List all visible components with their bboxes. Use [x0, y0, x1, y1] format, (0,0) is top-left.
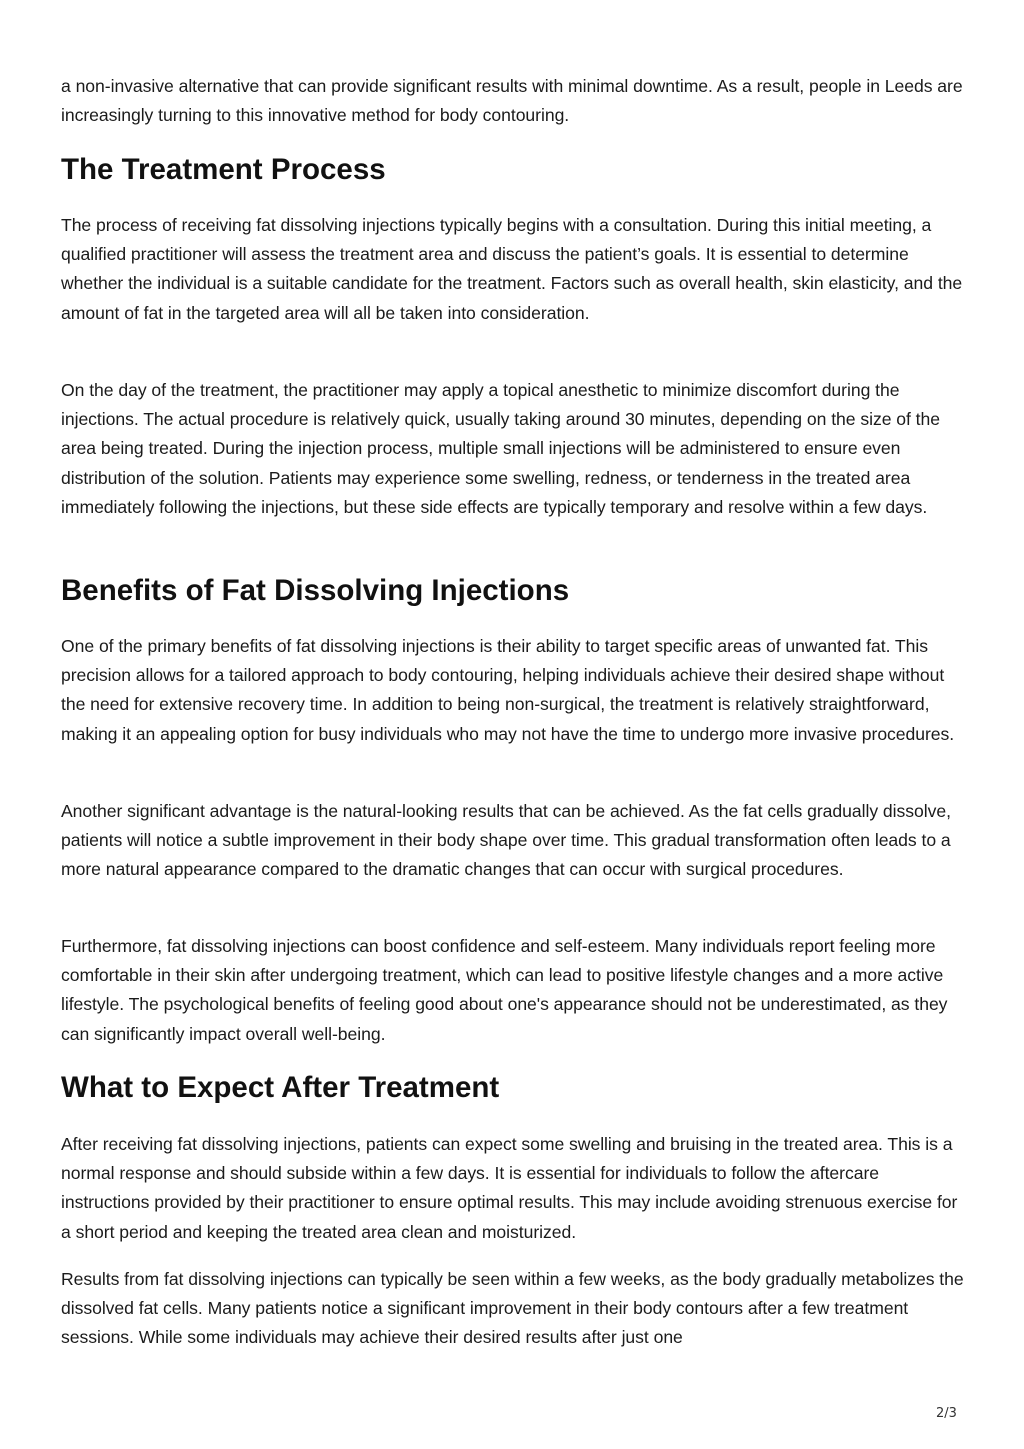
benefits-paragraph-3: Furthermore, fat dissolving injections can boost confidence and self-esteem. Many individuals report feeling more comfortable in their skin after undergoing treatment, which can lead to positive lifestyle changes and a more active lifestyle. The psychological benefits of feeling good about one's appearance should not be underestimated, as they can significantly impact overall well-being.: [61, 936, 948, 1044]
benefits-paragraph-2: Another significant advantage is the natural-looking results that can be achieved. As the fat cells gradually dissolve, patients will notice a subtle improvement in their body shape over time. This gradual transformation often leads to a more natural appearance compared to the dramatic changes that can occur with surgical procedures.: [61, 801, 951, 880]
section-heading-after-treatment: What to Expect After Treatment: [61, 1071, 500, 1104]
after-treatment-paragraph-1: After receiving fat dissolving injections, patients can expect some swelling and bruising in the treated area. This is a normal response and should subside within a few days. It is essential for individuals to follow the aftercare instructions provided by their practitioner to ensure optimal results. This may include avoiding strenuous exercise for a short period and keeping the treated area clean and moisturized.: [61, 1134, 958, 1242]
treatment-process-paragraph-1: The process of receiving fat dissolving injections typically begins with a consultation. During this initial meeting, a qualified practitioner will assess the treatment area and discuss the patient’s goals. It is essential to determine whether the individual is a suitable candidate for the treatment. Factors such as overall health, skin elasticity, and the amount of fat in the targeted area will all be taken into consideration.: [61, 215, 963, 323]
page-number: 2/3: [936, 1406, 957, 1421]
section-heading-treatment-process: The Treatment Process: [61, 153, 386, 186]
after-treatment-paragraph-2: Results from fat dissolving injections can typically be seen within a few weeks, as the body gradually metabolizes the dissolved fat cells. Many patients notice a significant improvement in their body contours after a few treatment sessions. While some individuals may achieve their desired results after just one: [61, 1269, 964, 1348]
intro-paragraph: a non-invasive alternative that can provide significant results with minimal downtime. As a result, people in Leeds are increasingly turning to this innovative method for body contouring.: [61, 76, 963, 126]
benefits-paragraph-1: One of the primary benefits of fat dissolving injections is their ability to target specific areas of unwanted fat. This precision allows for a tailored approach to body contouring, helping individuals achieve their desired shape without the need for extensive recovery time. In addition to being non-surgical, the treatment is relatively straightforward, making it an appealing option for busy individuals who may not have the time to undergo more invasive procedures.: [61, 636, 955, 744]
treatment-process-paragraph-2: On the day of the treatment, the practitioner may apply a topical anesthetic to minimize discomfort during the injections. The actual procedure is relatively quick, usually taking around 30 minutes, depending on the size of the area being treated. During the injection process, multiple small injections will be administered to ensure even distribution of the solution. Patients may experience some swelling, redness, or tenderness in the treated area immediately following the injections, but these side effects are typically temporary and resolve within a few days.: [61, 380, 940, 517]
section-heading-benefits: Benefits of Fat Dissolving Injections: [61, 574, 570, 607]
